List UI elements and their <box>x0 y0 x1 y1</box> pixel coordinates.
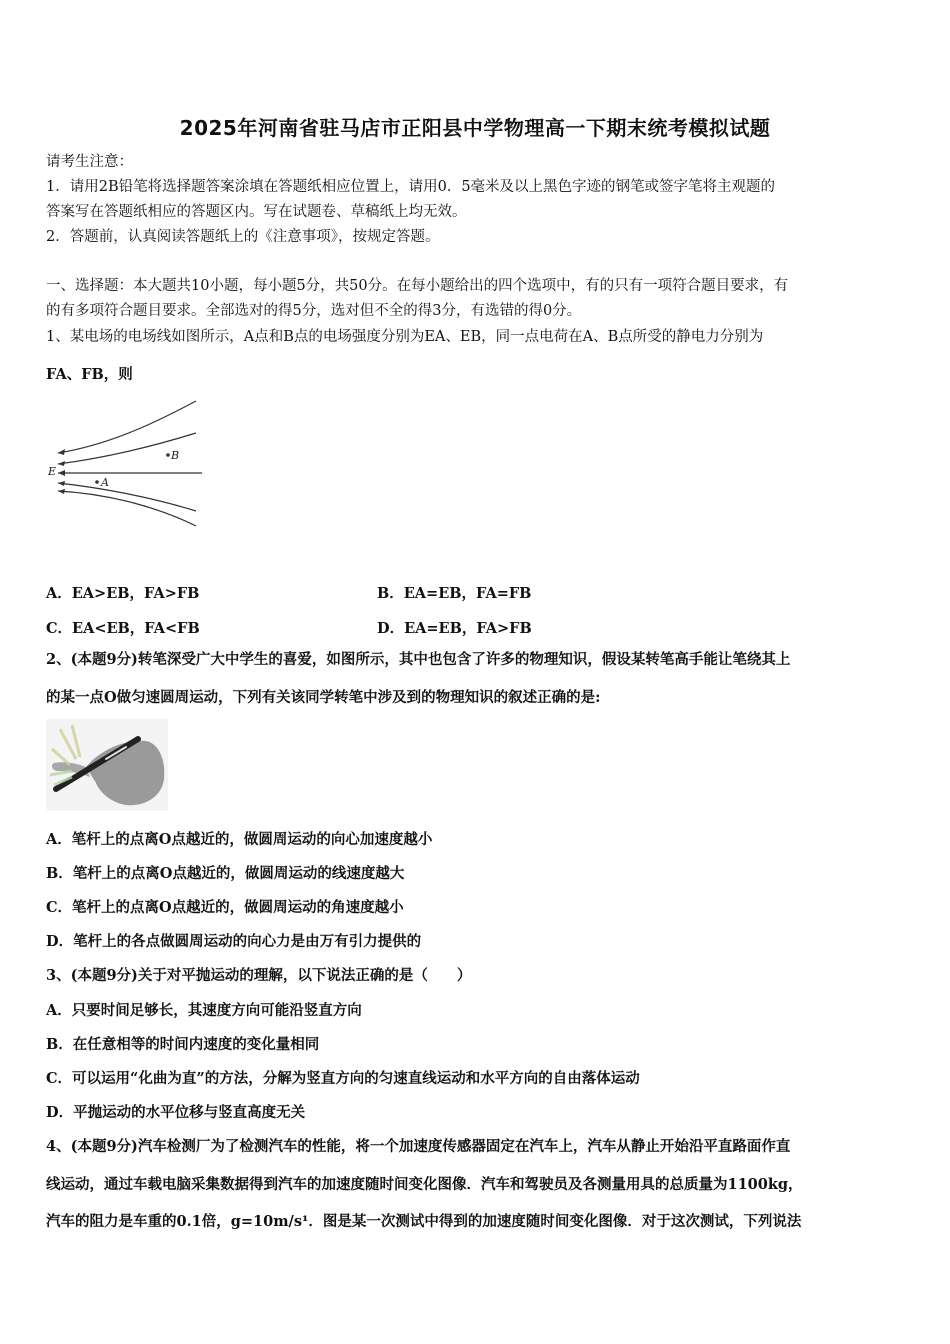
question-1-stem: FA、FB，则 <box>46 366 133 383</box>
point-a-dot <box>95 480 99 484</box>
field-line <box>58 483 196 511</box>
question-3-option-d[interactable]: D．平抛运动的水平位移与竖直高度无关 <box>46 1104 306 1121</box>
question-1-stem: 1、某电场的电场线如图所示，A点和B点的电场强度分别为EA、EB，同一点电荷在A、B点所受的静电力分别为 <box>46 329 764 345</box>
question-3-option-a[interactable]: A．只要时间足够长，其速度方向可能沿竖直方向 <box>46 1002 362 1019</box>
question-3-stem: 3、(本题9分)关于对平抛运动的理解，以下说法正确的是（ ） <box>46 967 472 984</box>
question-2-option-c[interactable]: C．笔杆上的点离O点越近的，做圆周运动的角速度越小 <box>46 899 404 916</box>
label-b: B <box>171 449 180 462</box>
arrowhead <box>58 489 65 494</box>
field-line <box>58 491 196 526</box>
page-title: 2025年河南省驻马店市正阳县中学物理高一下期末统考模拟试题 <box>179 116 771 140</box>
pen-spinning-photo <box>46 719 168 811</box>
section-instruction: 一、选择题：本大题共10小题，每小题5分，共50分。在每小题给出的四个选项中，有的只有一项符合题目要求，有 <box>46 278 789 294</box>
notice-item: 1．请用2B铅笔将选择题答案涂填在答题纸相应位置上，请用0．5毫米及以上黑色字迹的钢笔或签字笔将主观题的 <box>46 179 776 195</box>
question-3-option-c[interactable]: C．可以运用“化曲为直”的方法，分解为竖直方向的匀速直线运动和水平方向的自由落体运动 <box>46 1070 640 1087</box>
section-instruction: 的有多项符合题目要求。全部选对的得5分，选对但不全的得3分，有选错的得0分。 <box>46 303 582 319</box>
question-2-stem: 2、(本题9分)转笔深受广大中学生的喜爱，如图所示，其中也包含了许多的物理知识，假设某转笔高手能让笔绕其上 <box>46 651 791 668</box>
point-b-dot <box>166 453 170 457</box>
notice-item: 答案写在答题纸相应的答题区内。写在试题卷、草稿纸上均无效。 <box>46 204 467 220</box>
arrowhead <box>58 470 65 476</box>
arrowhead <box>58 449 65 455</box>
question-3-option-b[interactable]: B．在任意相等的时间内速度的变化量相同 <box>46 1036 320 1053</box>
question-1-option-c[interactable]: C．EA<EB，FA<FB <box>46 620 200 637</box>
question-2-stem: 的某一点O做匀速圆周运动，下列有关该同学转笔中涉及到的物理知识的叙述正确的是: <box>46 689 601 706</box>
electric-field-diagram <box>44 396 209 530</box>
question-2-option-b[interactable]: B．笔杆上的点离O点越近的，做圆周运动的线速度越大 <box>46 865 405 882</box>
field-line <box>58 401 196 453</box>
question-4-stem: 4、(本题9分)汽车检测厂为了检测汽车的性能，将一个加速度传感器固定在汽车上，汽车从静止开始沿平直路面作直 <box>46 1138 791 1155</box>
notice-item: 2．答题前，认真阅读答题纸上的《注意事项》，按规定答题。 <box>46 229 440 245</box>
question-2-option-d[interactable]: D．笔杆上的各点做圆周运动的向心力是由万有引力提供的 <box>46 933 422 950</box>
question-4-stem: 线运动，通过车载电脑采集数据得到汽车的加速度随时间变化图像．汽车和驾驶员及各测量用具的总质量为1100kg， <box>46 1176 803 1193</box>
question-1-option-d[interactable]: D．EA=EB，FA>FB <box>377 620 532 637</box>
question-2-option-a[interactable]: A．笔杆上的点离O点越近的，做圆周运动的向心加速度越小 <box>46 831 433 848</box>
arrowhead <box>58 481 65 486</box>
label-a: A <box>101 476 109 489</box>
notice-heading: 请考生注意： <box>46 154 133 170</box>
question-1-option-a[interactable]: A．EA>EB，FA>FB <box>46 585 200 602</box>
label-e: E <box>48 465 57 478</box>
question-1-option-b[interactable]: B．EA=EB，FA=FB <box>377 585 532 602</box>
question-4-stem: 汽车的阻力是车重的0.1倍，g=10m/s¹．图是某一次测试中得到的加速度随时间变化图像．对于这次测试，下列说法 <box>46 1213 802 1230</box>
